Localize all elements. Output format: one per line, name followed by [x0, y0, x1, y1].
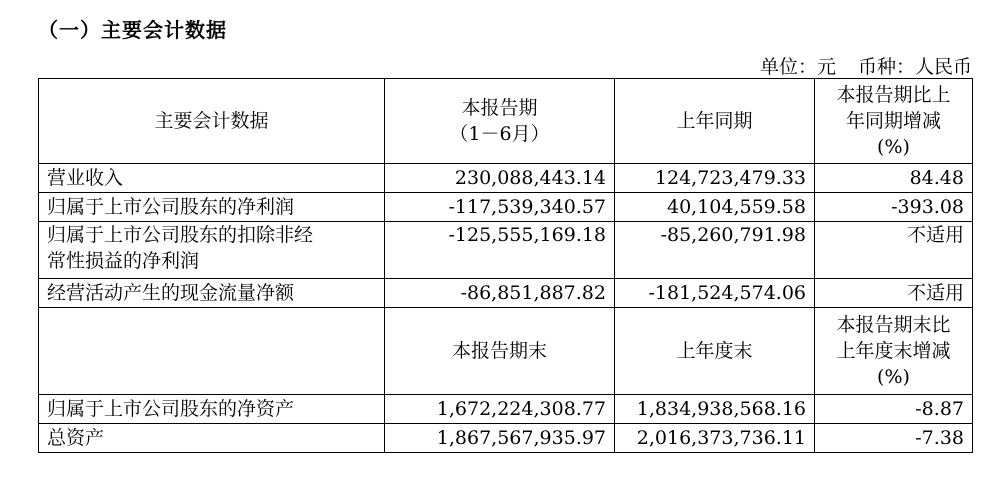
- change-value: 不适用: [815, 279, 973, 308]
- header-row-period: [39, 79, 973, 164]
- header-change-percent: 本报告期比上 年同期增减 (%): [815, 79, 973, 164]
- change-value: -393.08: [815, 193, 973, 222]
- header-blank: [39, 308, 385, 395]
- row-label: 总资产: [39, 424, 385, 453]
- current-value: 1,867,567,935.97: [385, 424, 615, 453]
- current-value: 230,088,443.14: [385, 164, 615, 193]
- row-label: 经营活动产生的现金流量净额: [39, 279, 385, 308]
- change-value: 84.48: [815, 164, 973, 193]
- previous-value: 1,834,938,568.16: [615, 395, 815, 424]
- currency-label: 币种：人民币: [857, 56, 972, 78]
- header-same-period-last-year: 上年同期: [615, 79, 815, 164]
- unit-currency-line: [760, 52, 972, 79]
- previous-value: 124,723,479.33: [615, 164, 815, 193]
- change-value: -7.38: [815, 424, 973, 453]
- table-row: [39, 164, 973, 193]
- section-title: （一）主要会计数据: [38, 18, 227, 42]
- header-last-year-end: 上年度末: [615, 308, 815, 395]
- table-row: [39, 222, 973, 279]
- previous-value: -181,524,574.06: [615, 279, 815, 308]
- row-label: 归属于上市公司股东的净资产: [39, 395, 385, 424]
- table-row: [39, 395, 973, 424]
- table-row: [39, 193, 973, 222]
- table-row: [39, 424, 973, 453]
- row-label: 归属于上市公司股东的扣除非经 常性损益的净利润: [39, 222, 385, 279]
- header-current-period: 本报告期 （1－6月）: [385, 79, 615, 164]
- accounting-data-table: [38, 78, 973, 453]
- current-value: -117,539,340.57: [385, 193, 615, 222]
- previous-value: 40,104,559.58: [615, 193, 815, 222]
- header-period-end: 本报告期末: [385, 308, 615, 395]
- current-value: -125,555,169.18: [385, 222, 615, 279]
- change-value: -8.87: [815, 395, 973, 424]
- row-label: 归属于上市公司股东的净利润: [39, 193, 385, 222]
- header-row-period-end: [39, 308, 973, 395]
- table-row: [39, 279, 973, 308]
- header-change-percent-end: 本报告期末比 上年度末增减 (%): [815, 308, 973, 395]
- previous-value: -85,260,791.98: [615, 222, 815, 279]
- current-value: 1,672,224,308.77: [385, 395, 615, 424]
- current-value: -86,851,887.82: [385, 279, 615, 308]
- previous-value: 2,016,373,736.11: [615, 424, 815, 453]
- change-value: 不适用: [815, 222, 973, 279]
- row-label: 营业收入: [39, 164, 385, 193]
- header-main-data: 主要会计数据: [39, 79, 385, 164]
- unit-label: 单位：元: [759, 56, 836, 78]
